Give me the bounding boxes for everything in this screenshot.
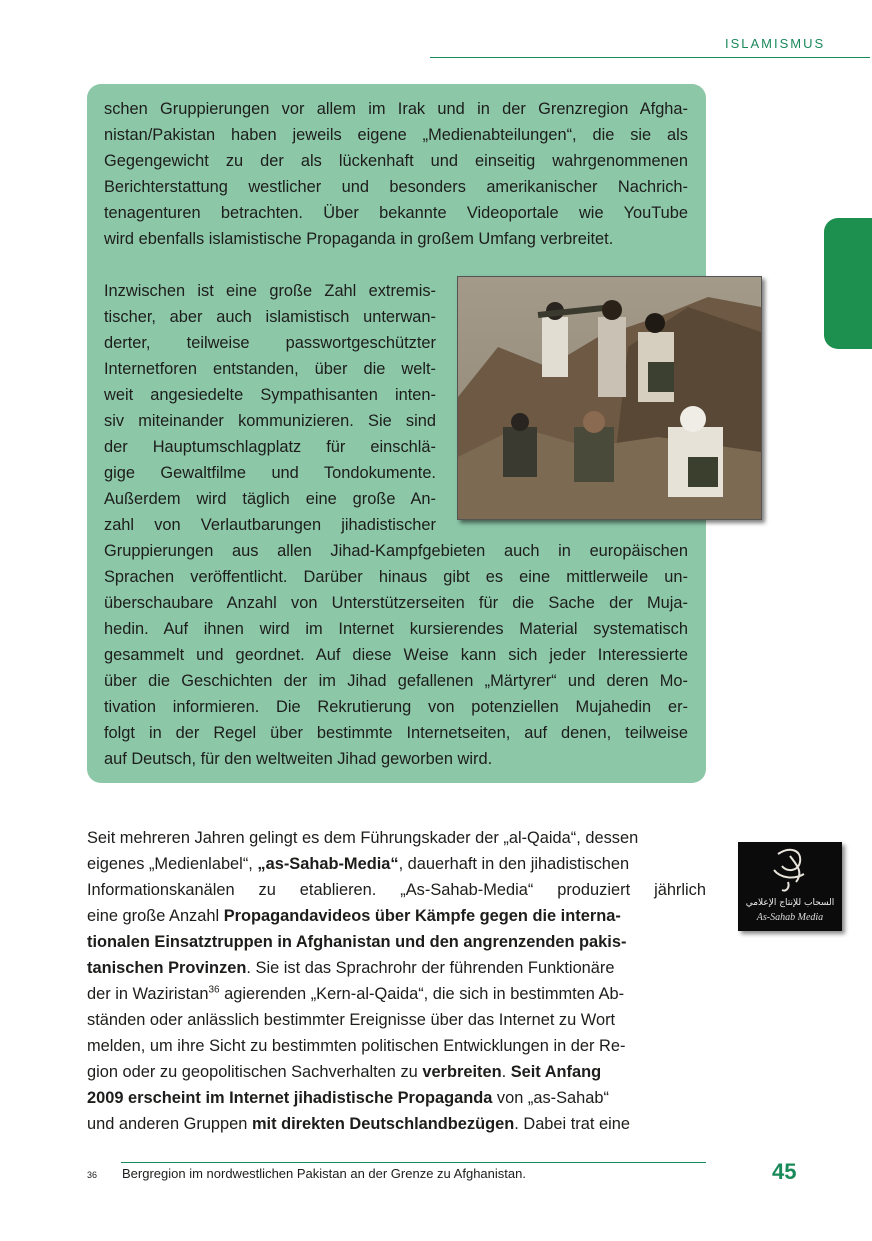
logo-english-text: As-Sahab Media <box>756 912 824 923</box>
body-line: ständen oder anlässlich bestimmter Ereignisse über das Internet zu Wort <box>87 1011 616 1029</box>
body-bold: „as-Sahab-Media“ <box>257 855 399 873</box>
footnote-rule <box>121 1162 706 1163</box>
body-text: agierenden „Kern-al-Qaida“, die sich in bestimmten Ab- <box>219 985 625 1003</box>
footnote-number: 36 <box>87 1170 98 1180</box>
body-line <box>87 851 629 877</box>
body-bold: 2009 erscheint im Internet jihadistische Propaganda <box>87 1089 493 1107</box>
box-line: derter, teilweise passwortgeschützter <box>104 334 436 352</box>
box-line: Außerdem wird täglich eine große An- <box>104 490 436 508</box>
box-line: Sprachen veröffentlicht. Darüber hinaus gibt es eine mittlerweile un- <box>104 568 688 586</box>
body-line <box>87 955 615 981</box>
header-rule <box>430 57 870 58</box>
body-text: der in Waziristan <box>87 985 209 1003</box>
box-line: weit angesiedelte Sympathisanten inten- <box>104 386 436 404</box>
body-text: eigenes „Medienlabel“, <box>87 855 258 873</box>
logo-arabic-text: السحاب للإنتاج الإعلامي <box>745 898 835 908</box>
body-line: Seit mehreren Jahren gelingt es dem Führungskader der „al-Qaida“, dessen <box>87 829 639 847</box>
box-line: gesammelt und geordnet. Auf diese Weise kann sich jeder Interessierte <box>104 646 688 664</box>
body-bold: Propagandavideos über Kämpfe gegen die interna- <box>223 907 621 925</box>
footnote-text: Bergregion im nordwestlichen Pakistan an der Grenze zu Afghanistan. <box>122 1166 526 1181</box>
box-line: überschaubare Anzahl von Unterstützerseiten für die Sache der Muja- <box>104 594 688 612</box>
box-line: tenagenturen betrachten. Über bekannte Videoportale wie YouTube <box>104 204 688 222</box>
body-line <box>87 1059 601 1085</box>
body-text: . Dabei trat eine <box>514 1115 630 1133</box>
box-line: Gruppierungen aus allen Jihad-Kampfgebieten auch in europäischen <box>104 542 688 560</box>
section-header: ISLAMISMUS <box>725 36 826 51</box>
body-text: und anderen Gruppen <box>87 1115 252 1133</box>
body-bold: verbreiten <box>422 1063 502 1081</box>
body-line <box>87 903 621 929</box>
box-line: Internetforen entstanden, über die welt- <box>104 360 436 378</box>
box-line: gige Gewaltfilme und Tondokumente. <box>104 464 436 482</box>
body-line <box>87 981 624 1007</box>
page-number: 45 <box>772 1159 797 1184</box>
body-bold: mit direkten Deutschlandbezügen <box>251 1115 515 1133</box>
body-text: , dauerhaft in den jihadistischen <box>398 855 630 873</box>
body-text: eine große Anzahl <box>87 907 224 925</box>
box-line: tivation informieren. Die Rekrutierung von potenziellen Mujahedin er- <box>104 698 688 716</box>
box-line: über die Geschichten der im Jihad gefallenen „Märtyrer“ und deren Mo- <box>104 672 688 690</box>
box-line: zahl von Verlautbarungen jihadistischer <box>104 516 436 534</box>
body-text: von „as-Sahab“ <box>492 1089 609 1107</box>
body-text: . <box>501 1063 511 1081</box>
body-bold: Seit Anfang <box>510 1063 602 1081</box>
box-line: auf Deutsch, für den weltweiten Jihad geworben wird. <box>104 750 493 768</box>
box-line: hedin. Auf ihnen wird im Internet kursierendes Material systematisch <box>104 620 688 638</box>
box-line: Gegengewicht zu der als lückenhaft und einseitig wahrgenommenen <box>104 152 688 170</box>
fighters-photo <box>457 276 762 520</box>
box-line: schen Gruppierungen vor allem im Irak und in der Grenzregion Afgha- <box>104 100 688 118</box>
box-line: nistan/Pakistan haben jeweils eigene „Medienabteilungen“, die sie als <box>104 126 688 144</box>
box-line: der Hauptumschlagplatz für einschlä- <box>104 438 436 456</box>
body-line: tionalen Einsatztruppen in Afghanistan und den angrenzenden pakis- <box>87 933 627 951</box>
body-line: Informationskanälen zu etablieren. „As-Sahab-Media“ produziert jährlich <box>87 881 706 899</box>
body-line <box>87 1085 609 1111</box>
as-sahab-logo <box>738 842 842 931</box>
box-line: tischer, aber auch islamistisch unterwan- <box>104 308 436 326</box>
body-text: . Sie ist das Sprachrohr der führenden Funktionäre <box>246 959 615 977</box>
chapter-tab <box>824 218 872 349</box>
box-line: Berichterstattung westlicher und besonders amerikanischer Nachrich- <box>104 178 688 196</box>
body-bold: tanischen Provinzen <box>87 959 247 977</box>
body-line: melden, um ihre Sicht zu bestimmten politischen Entwicklungen in der Re- <box>87 1037 626 1055</box>
box-line: folgt in der Regel über bestimmte Internetseiten, auf denen, teilweise <box>104 724 688 742</box>
footnote-ref: 36 <box>208 984 220 996</box>
body-line <box>87 1111 630 1137</box>
box-line: wird ebenfalls islamistische Propaganda in großem Umfang verbreitet. <box>104 230 614 248</box>
box-line: siv miteinander kommunizieren. Sie sind <box>104 412 436 430</box>
body-text: gion oder zu geopolitischen Sachverhalten zu <box>87 1063 423 1081</box>
box-line: Inzwischen ist eine große Zahl extremis- <box>104 282 436 300</box>
